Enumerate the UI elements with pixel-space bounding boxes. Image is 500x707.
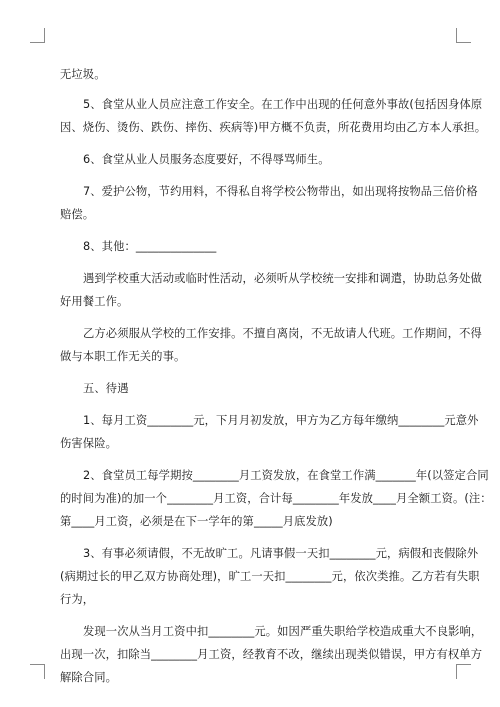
paragraph-activities (60, 267, 482, 313)
text-line: 无垃圾。 (60, 68, 106, 81)
text-line: 5、食堂从业人员应注意工作安全。在工作中出现的任何意外事故(包括因身体原 (83, 98, 483, 111)
text-line: 8、其他：______________ (83, 240, 217, 253)
text-line: 2、食堂员工每学期按________月工资发放，在食堂工作满_______年(以签定合同 (83, 469, 489, 482)
crop-mark-bottom-left (30, 664, 45, 679)
text-line: 发现一次从当月工资中扣________元。如因严重失职给学校造成重大不良影响， (83, 625, 483, 638)
crop-mark-top-left (30, 28, 45, 43)
text-line: 伤害保险。 (60, 437, 117, 450)
text-line: 好用餐工作。 (60, 295, 129, 308)
text-line: 第____月工资，必须是在下一学年的第_____月底发放) (60, 515, 333, 528)
text-line: 的时间为准)的加一个________月工资，合计每________年发放____月全额工资。(注： (60, 492, 492, 505)
text-line: 因、烧伤、烫伤、跌伤、摔伤、疾病等)甲方概不负责，所花费用均由乙方本人承担。 (60, 121, 487, 134)
paragraph-item-6 (60, 148, 442, 171)
paragraph-item-7 (60, 180, 478, 226)
text-line: 6、食堂从业人员服务态度要好，不得辱骂师生。 (83, 153, 330, 166)
paragraph-treatment-1 (60, 409, 479, 455)
paragraph-obedience (60, 322, 482, 368)
text-line: 赔偿。 (60, 208, 95, 221)
paragraph-continuation (60, 63, 442, 86)
crop-mark-top-right (456, 28, 471, 43)
text-line: 1、每月工资________元，下月月初发放，甲方为乙方每年缴纳________元意外 (83, 414, 479, 427)
text-line: (病期过长的甲乙双方协商处理)，旷工一天扣________元，依次类推。乙方若有失职 (60, 570, 480, 583)
text-line: 做与本职工作无关的事。 (60, 350, 186, 363)
text-line: 五、待遇 (83, 382, 129, 395)
text-line: 出现一次，扣除当________月工资，经教育不改，继续出现类似错误，甲方有权单方 (60, 648, 483, 661)
document-body (60, 63, 492, 698)
paragraph-deduction (60, 620, 483, 689)
paragraph-item-8 (60, 235, 442, 258)
text-line: 7、爱护公物，节约用料，不得私自将学校公物带出，如出现将按物品三倍价格 (83, 185, 478, 198)
text-line: 行为， (60, 593, 95, 606)
text-line: 3、有事必须请假，不无故旷工。凡请事假一天扣________元，病假和丧假除外 (83, 547, 479, 560)
text-line: 乙方必须服从学校的工作安排。不擅自离岗，不无故请人代班。工作期间，不得 (83, 327, 482, 340)
paragraph-treatment-2 (60, 464, 492, 533)
crop-mark-bottom-right (456, 664, 471, 679)
paragraph-item-5 (60, 93, 487, 139)
text-line: 解除合同。 (60, 671, 117, 684)
paragraph-treatment-3 (60, 542, 480, 611)
section-heading-treatment (60, 377, 442, 400)
text-line: 遇到学校重大活动或临时性活动，必须听从学校统一安排和调遣，协助总务处做 (83, 272, 482, 285)
